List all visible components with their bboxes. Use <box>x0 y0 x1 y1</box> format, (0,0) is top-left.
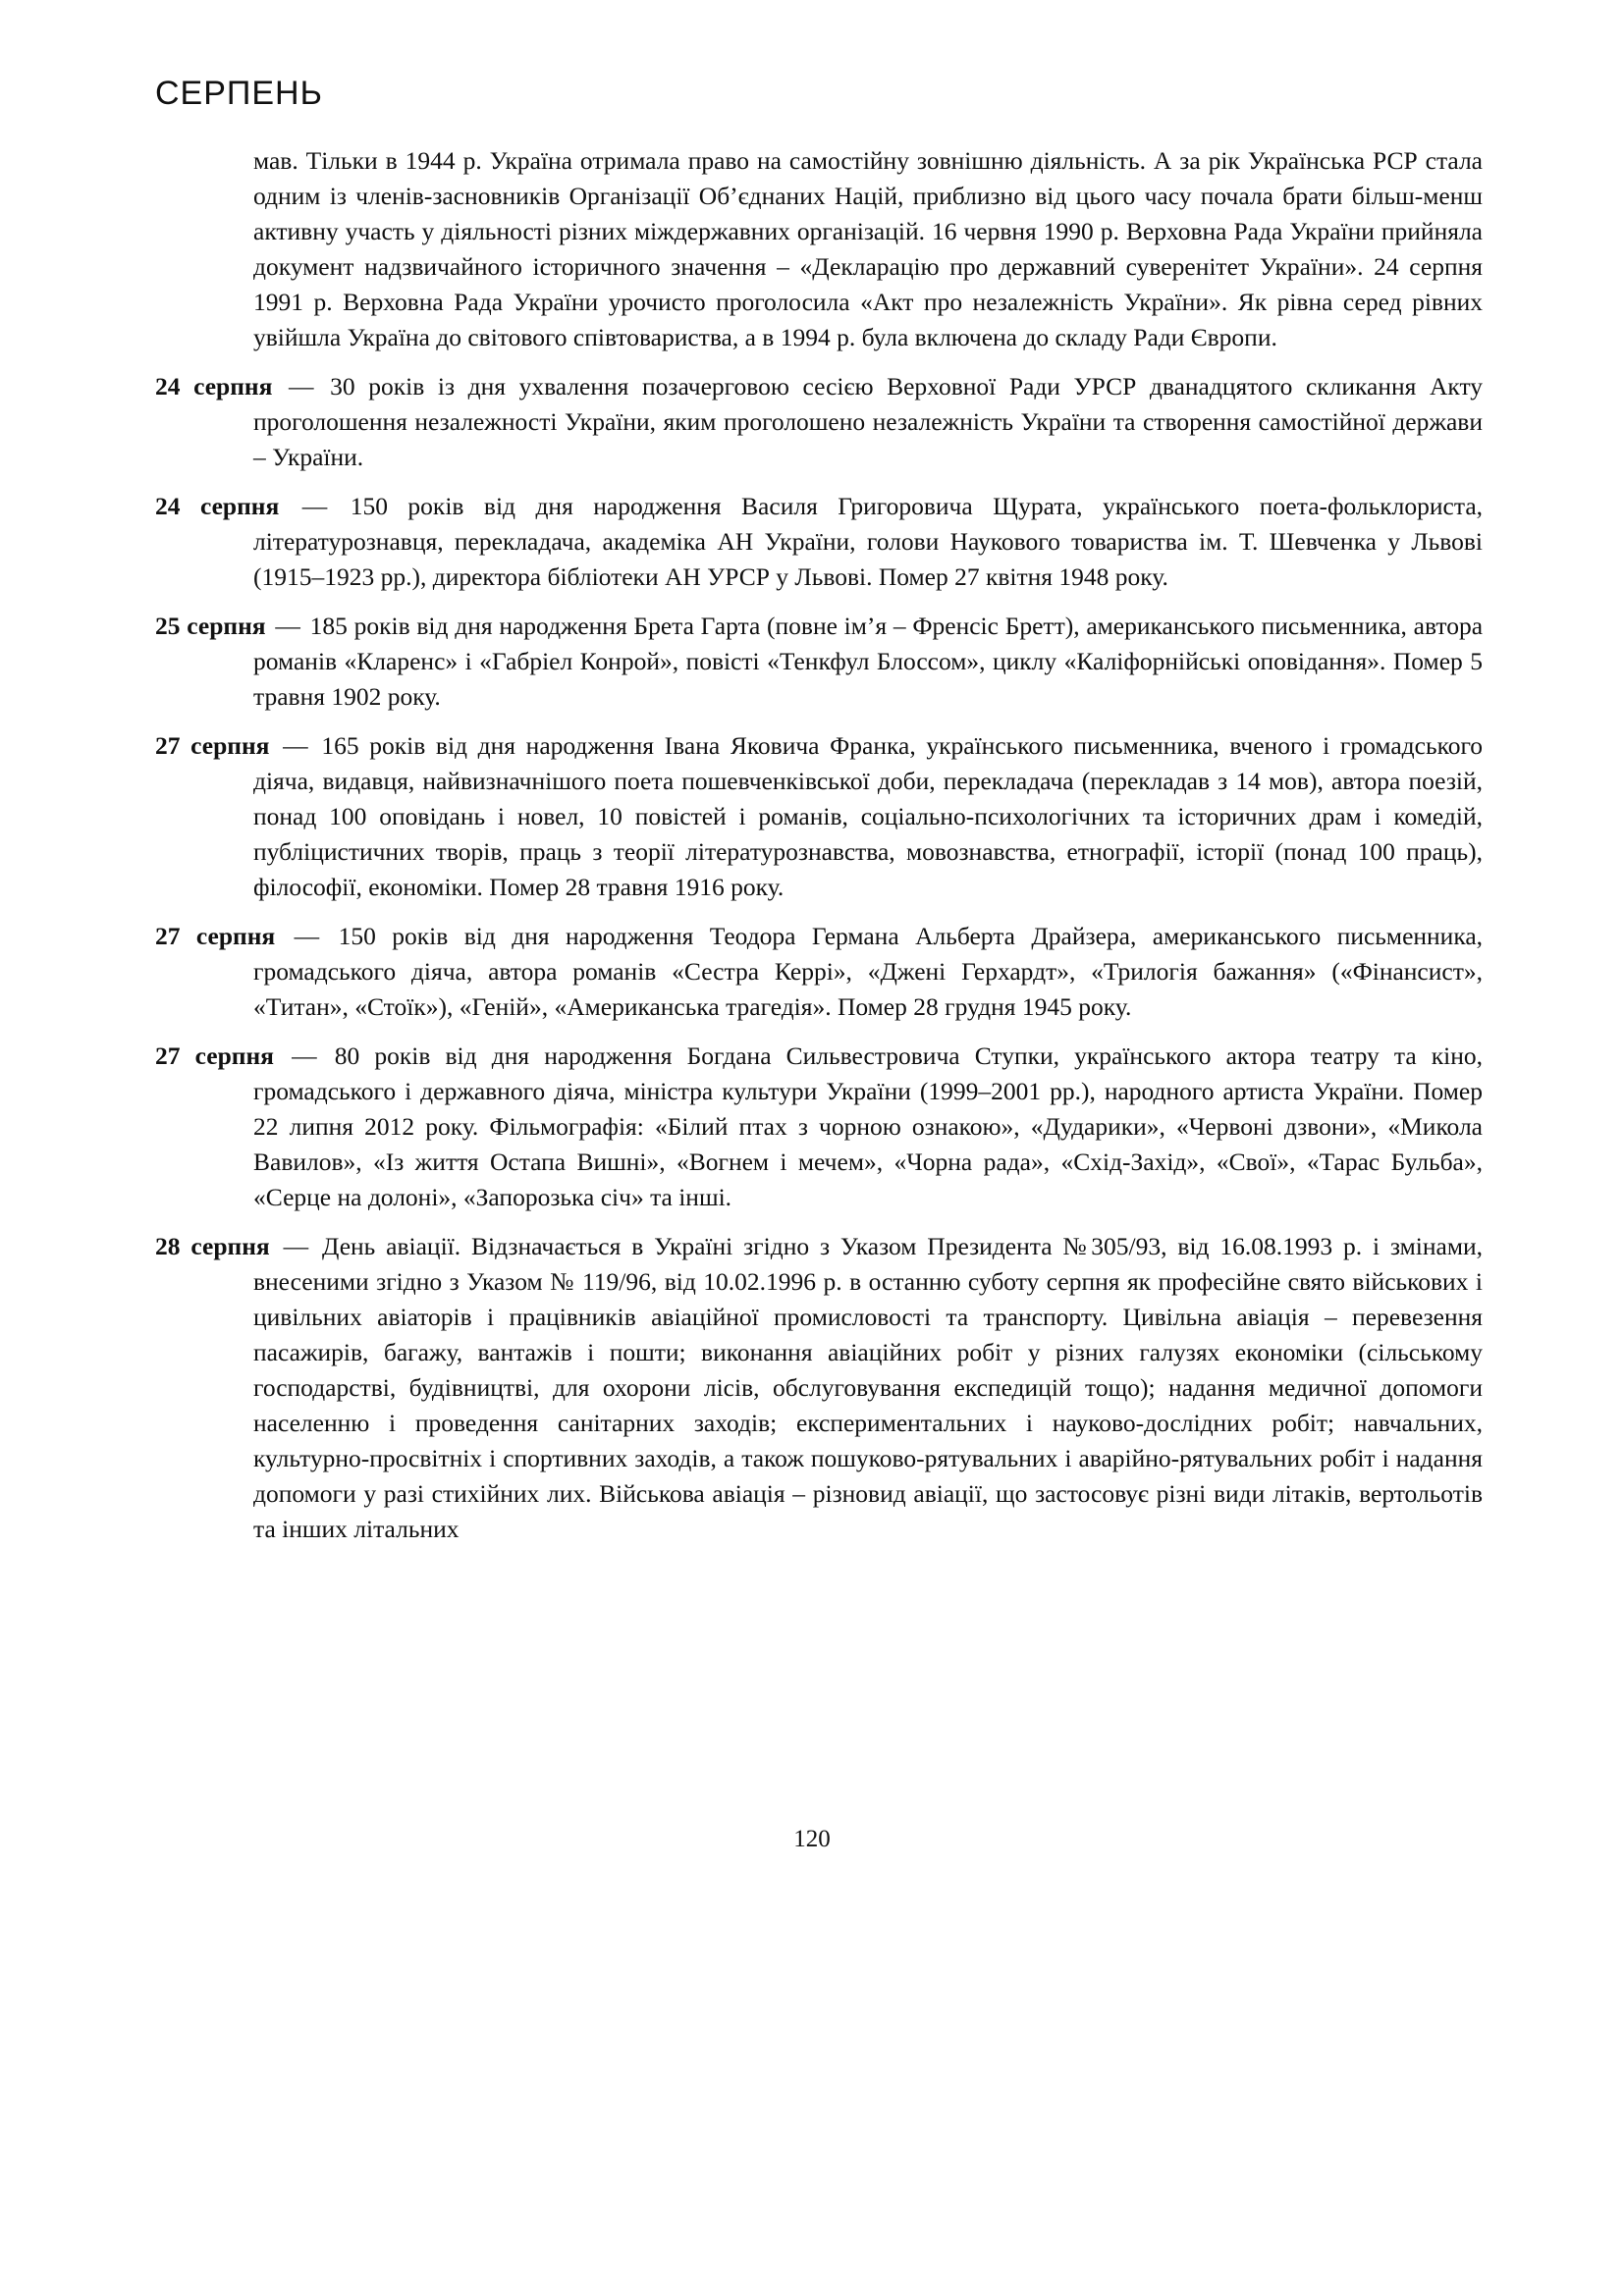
page-number: 120 <box>793 1826 831 1852</box>
calendar-entry <box>155 1229 1483 1547</box>
entry-dash: — <box>275 612 300 640</box>
calendar-entry <box>155 728 1483 905</box>
entry-text: 80 років від дня народження Богдана Сильвестровича Ступки, українського актора театру та кіно, громадського і державного діяча, міністра культури України (1999–2001 рр.), народного артиста України. Помер 22 липня 2012 року. Фільмографія: «Білий птах з чорною ознакою», «Дударики», «Червоні дзвони», «Микола Вавилов», «Із життя Остапа Вишні», «Вогнем і мечем», «Чорна рада», «Схід-Захід», «Свої», «Тарас Бульба», «Серце на долоні», «Запорозька січ» та інші. <box>253 1041 1484 1211</box>
entry-dash: — <box>283 731 308 760</box>
continuation-paragraph: мав. Тільки в 1944 р. Україна отримала право на самостійну зовнішню діяльність. А за рік Українська РСР стала одним із членів-засновників Організації Об’єднаних Націй, приблизно від цього часу почала брати більш-менш активну участь у діяльності різних міждержавних організацій. 16 червня 1990 р. Верховна Рада України прийняла документ надзвичайного історичного значення – «Декларацію про державний суверенітет України». 24 серпня 1991 р. Верховна Рада України урочисто проголосила «Акт про незалежність України». Як рівна серед рівних увійшла Україна до світового співтовариства, а в 1994 р. була включена до складу Ради Європи. <box>253 146 1483 351</box>
entry-dash: — <box>301 492 328 520</box>
month-heading: СЕРПЕНЬ <box>155 75 323 112</box>
entry-date: 24 серпня <box>155 492 280 520</box>
entry-text: 150 років від дня народження Василя Григоровича Щурата, українського поета-фольклориста, літературознавця, перекладача, академіка АН України, голови Наукового товариства ім. Т. Шевченка у Львові (1915–1923 рр.), директора бібліотеки АН УРСР у Львові. Помер 27 квітня 1948 року. <box>253 492 1484 591</box>
entry-date: 25 серпня <box>155 612 266 640</box>
entry-date: 24 серпня <box>155 372 273 400</box>
entry-date: 28 серпня <box>155 1232 270 1260</box>
entry-dash: — <box>289 372 314 400</box>
entry-text: 185 років від дня народження Брета Гарта (повне ім’я – Френсіс Бретт), американського письменника, автора романів «Кларенс» і «Габріел Конрой», повісті «Тенкфул Блоссом», циклу «Каліфорнійські оповідання». Помер 5 травня 1902 року. <box>253 612 1484 711</box>
calendar-entry <box>155 919 1483 1025</box>
entry-date: 27 серпня <box>155 1041 274 1070</box>
entry-text: 150 років від дня народження Теодора Германа Альберта Драйзера, американського письменника, громадського діяча, автора романів «Сестра Керрі», «Джені Герхардт», «Трилогія бажання» («Фінансист», «Титан», «Стоїк»), «Геній», «Американська трагедія». Помер 28 грудня 1945 року. <box>253 922 1484 1021</box>
entry-date: 27 серпня <box>155 731 270 760</box>
entry-date: 27 серпня <box>155 922 276 950</box>
page-content <box>155 143 1483 1561</box>
entry-dash: — <box>283 1232 309 1260</box>
entry-text: 165 років від дня народження Івана Яковича Франка, українського письменника, вченого і громадського діяча, видавця, найвизначнішого поета пошевченківської доби, перекладача (перекладав з 14 мов), автора поезій, понад 100 оповідань і новел, 10 повістей і романів, соціально-психологічних та історичних драм і комедій, публіцистичних творів, праць з теорії літературознавства, мовознавства, етнографії, історії (понад 100 праць), філософії, економіки. Помер 28 травня 1916 року. <box>253 731 1484 901</box>
entry-text: 30 років із дня ухвалення позачерговою сесією Верховної Ради УРСР дванадцятого скликання Акту проголошення незалежності України, яким проголошено незалежність України та створення самостійної держави – України. <box>253 372 1484 471</box>
entry-dash: — <box>294 922 320 950</box>
calendar-entry <box>155 489 1483 595</box>
calendar-entry <box>155 1039 1483 1215</box>
calendar-entry <box>155 369 1483 475</box>
entry-dash: — <box>292 1041 317 1070</box>
entry-text: День авіації. Відзначається в Україні згідно з Указом Президента №305/93, від 16.08.1993 р. і змінами, внесеними згідно з Указом № 119/96, від 10.02.1996 р. в останню суботу серпня як професійне свято військових і цивільних авіаторів і працівників авіаційної промисловості та транспорту. Цивільна авіація – перевезення пасажирів, багажу, вантажів і пошти; виконання авіаційних робіт у різних галузях економіки (сільському господарстві, будівництві, для охорони лісів, обслуговування експедицій тощо); надання медичної допомоги населенню і проведення санітарних заходів; експериментальних і науково-дослідних робіт; навчальних, культурно-просвітніх і спортивних заходів, а також пошуково-рятувальних і аварійно-рятувальних робіт і надання допомоги у разі стихійних лих. Військова авіація – різновид авіації, що застосовує різні види літаків, вертольотів та інших літальних <box>253 1232 1483 1543</box>
calendar-entry <box>155 609 1483 715</box>
